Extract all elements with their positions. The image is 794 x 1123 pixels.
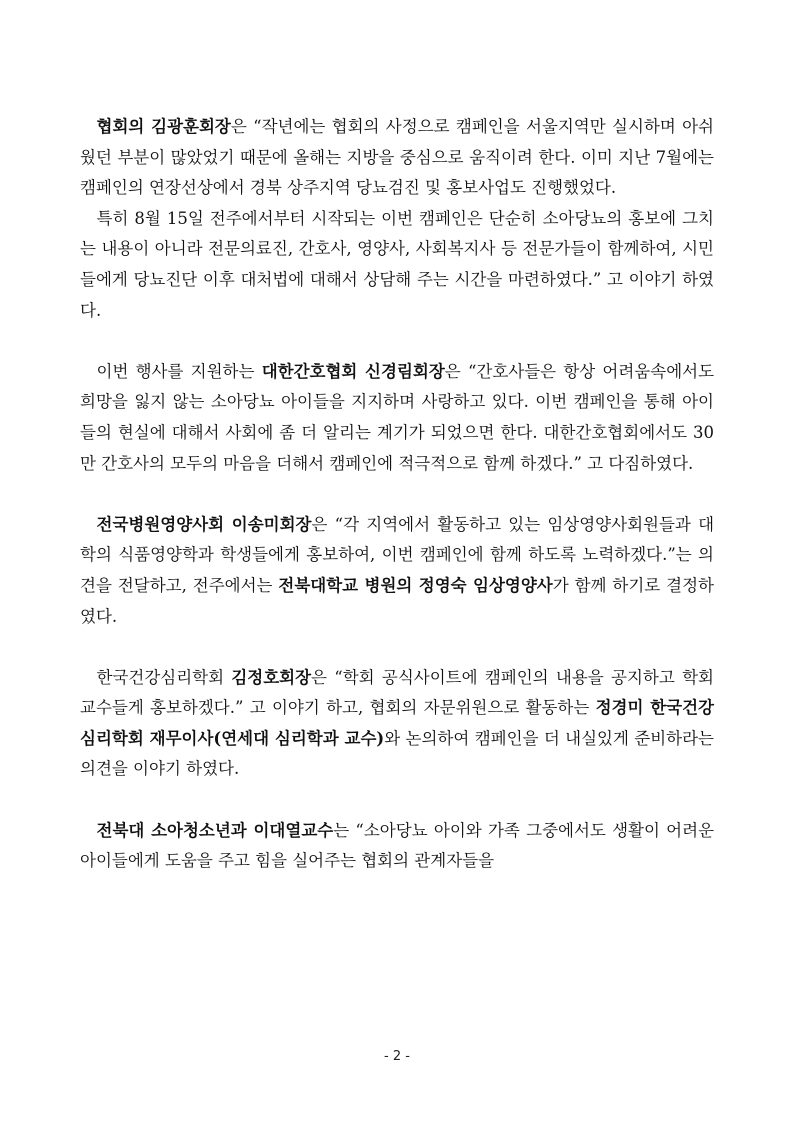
paragraph-gap	[80, 479, 714, 510]
bold-run: 정경미 한국건강심리학회 재무이사(연세대 심리학과 교수)	[80, 698, 714, 748]
text-run: 은 “각 지역에서 활동하고 있는 임상영양사회원들과 대학의 식품영양학과 학생들에게 홍보하여, 이번 캠페인에 함께 하도록 노력하겠다.”는 의견을 전달하고, 전주에서는	[80, 514, 715, 595]
paragraph-gap	[80, 326, 714, 357]
text-run: 가 함께 하기로 결정하였다.	[80, 575, 714, 626]
paragraph	[80, 510, 714, 632]
paragraph	[80, 816, 714, 877]
text-run: 이번 행사를 지원하는	[96, 361, 262, 381]
text-run: 은 “작년에는 협회의 사정으로 캠페인을 서울지역만 실시하며 아쉬웠던 부분이 많았었기 때문에 올해는 지방을 중심으로 움직이려 한다. 이미 지난 7월에는 캠페인의 연장선상에서 경북 상주지역 당뇨검진 및 홍보사업도 진행했었다.	[80, 117, 714, 198]
bold-run: 전북대 소아청소년과 이대열교수	[96, 820, 334, 840]
paragraph-gap	[80, 785, 714, 816]
text-run: 와 논의하여 캠페인을 더 내실있게 준비하라는 의견을 이야기 하였다.	[80, 728, 714, 779]
text-run: 한국건강심리학회	[96, 667, 232, 687]
text-run: 은 “간호사들은 항상 어려움속에서도 희망을 잃지 않는 소아당뇨 아이들을 지지하며 사랑하고 있다. 이번 캠페인을 통해 아이들의 현실에 대해서 사회에 좀 더 알리는 계기가 되었으면 한다. 대한간호협회에서도 30만 간호사의 모두의 마음을 더해서 캠페인에 적극적으로 함께 하겠다.” 고 다짐하였다.	[80, 361, 715, 473]
bold-run: 전북대학교 병원의 정영숙 임상영양사	[278, 575, 553, 595]
paragraph	[80, 663, 714, 785]
bold-run: 전국병원영양사회 이송미회장	[96, 514, 312, 534]
text-run: 는 “소아당뇨 아이와 가족 그중에서도 생활이 어려운 아이들에게 도움을 주고 힘을 실어주는 협회의 관계자들을	[80, 820, 715, 871]
bold-run: 대한간호협회 신경림회장	[261, 361, 445, 381]
bold-run: 협회의 김광훈회장	[96, 117, 231, 136]
page-number: - 2 -	[384, 1049, 410, 1064]
text-run: 은 “학회 공식사이트에 캠페인의 내용을 공지하고 학회 교수들게 홍보하겠다.” 고 이야기 하고, 협회의 자문위원으로 활동하는	[80, 667, 714, 718]
paragraph	[80, 357, 714, 479]
paragraph	[80, 112, 714, 204]
paragraph	[80, 204, 714, 326]
document-body	[80, 112, 714, 877]
paragraph-gap	[80, 632, 714, 663]
bold-run: 김정호회장	[231, 667, 312, 687]
text-run: 특히 8월 15일 전주에서부터 시작되는 이번 캠페인은 단순히 소아당뇨의 홍보에 그치는 내용이 아니라 전문의료진, 간호사, 영양사, 사회복지사 등 전문가들이 함께하여, 시민들에게 당뇨진단 이후 대처법에 대해서 상담해 주는 시간을 마련하였다.” 고 이야기 하였다.	[80, 208, 714, 320]
